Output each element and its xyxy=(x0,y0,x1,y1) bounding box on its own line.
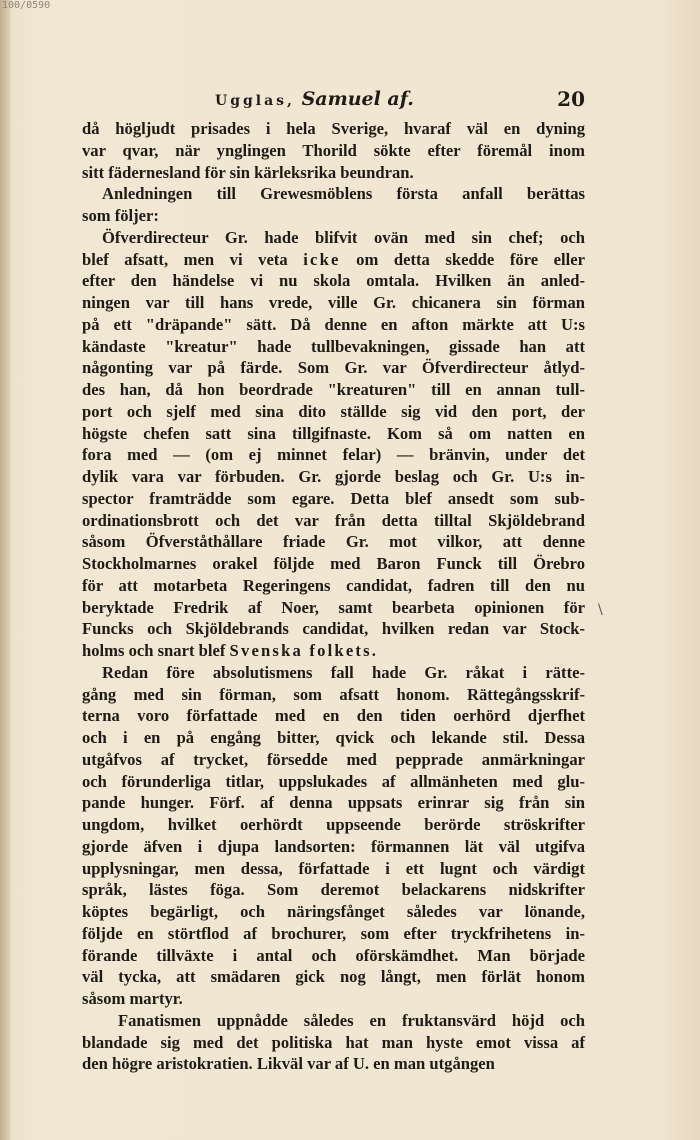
text-line: ordinationsbrott och det var från detta tilltal Skjöldebrand xyxy=(82,510,585,530)
text-line: språk, lästes föga. Som deremot belackarens nidskrifter xyxy=(82,880,585,900)
page-spine-shadow xyxy=(0,0,10,1140)
text-line: och i en på engång bitter, qvick och lekande stil. Dessa xyxy=(82,728,585,747)
text-line: blef afsatt, men vi veta icke om detta skedde före eller xyxy=(82,249,585,269)
text-line: förande tillväxte i antal och oförskämdhet. Man började xyxy=(82,945,585,965)
text-line: sitt fädernesland för sin kärleksrika beundran. xyxy=(82,162,414,182)
text-line: blandade sig med det politiska hat man hyste emot vissa af xyxy=(82,1032,585,1052)
body-text xyxy=(82,118,585,1075)
text-line: Redan före absolutismens fall hade Gr. råkat i rätte- xyxy=(102,662,585,682)
text-line: fora med — (om ej minnet felar) — bränvin, under det xyxy=(82,445,585,465)
text-line: Stockholmarnes orakel följde med Baron Funck till Örebro xyxy=(82,554,585,573)
text-line: efter den händelse vi nu skola omtala. Hvilken än anled- xyxy=(82,271,585,291)
text-line: beryktade Fredrik af Noer, samt bearbeta opinionen för xyxy=(82,597,585,617)
text-line: väl tycka, att smädaren gick nog långt, men förlät honom xyxy=(82,967,585,987)
text-line: port och sjelf med sina dito ställde sig vid den port, der xyxy=(82,401,585,421)
running-title xyxy=(215,86,414,114)
text-line: terna voro författade med en den tiden oerhörd djerfhet xyxy=(82,706,585,726)
margin-mark: \ xyxy=(598,602,603,618)
running-title-surname: Ugglas, xyxy=(215,93,295,109)
page-number: 20 xyxy=(557,87,585,111)
text-line: des han, då hon beordrade "kreaturen" till en annan tull- xyxy=(82,380,585,399)
text-line: då högljudt prisades i hela Sverige, hvaraf väl en dyning xyxy=(82,119,585,138)
text-line: högste chefen satt sina tillgifnaste. Kom så om natten en xyxy=(82,423,585,443)
text-line: följde en störtflod af brochurer, som efter tryckfrihetens in- xyxy=(82,923,585,943)
text-line: Anledningen till Grewesmöblens första anfall berättas xyxy=(102,184,585,204)
text-line: gång med sin förman, som afsatt honom. Rättegångsskrif- xyxy=(82,684,585,704)
text-line: den högre aristokratien. Likväl var af U. en man utgången xyxy=(82,1054,495,1074)
text-line: Öfverdirecteur Gr. hade blifvit ovän med sin chef; och xyxy=(102,227,585,247)
text-line: på ett "dräpande" sätt. Då denne en afton märkte att U:s xyxy=(82,314,585,334)
text-line: pande hunger. Förf. af denna uppsats erinrar sig från sin xyxy=(82,793,585,813)
text-line: någonting var på färde. Som Gr. var Öfverdirecteur åtlyd- xyxy=(82,358,585,378)
text-line: var qvar, när ynglingen Thorild sökte efter föremål inom xyxy=(82,140,585,160)
text-line: köptes begärligt, och näringsfånget således var lönande, xyxy=(82,902,585,921)
text-line: såsom martyr. xyxy=(82,989,183,1008)
text-line: dylik vara var förbuden. Gr. gjorde beslag och Gr. U:s in- xyxy=(82,467,585,486)
library-stamp: 100/0590 xyxy=(2,0,51,11)
text-line: ningen var till hans vrede, ville Gr. chicanera sin förman xyxy=(82,293,585,312)
text-line: som följer: xyxy=(82,206,159,225)
text-line: Funcks och Skjöldebrands candidat, hvilken redan var Stock- xyxy=(82,619,585,639)
page-header xyxy=(215,86,585,112)
text-line: Fanatismen uppnådde således en fruktansvärd höjd och xyxy=(118,1010,585,1030)
text-line: holms och snart blef Svenska folkets. xyxy=(82,641,376,660)
text-line: gjorde äfven i djupa landsorten: förmannen lät väl utgifva xyxy=(82,836,585,856)
text-line: spector framträdde som egare. Detta blef ansedt som sub- xyxy=(82,488,585,508)
running-title-given-name: Samuel af. xyxy=(301,88,414,110)
text-line: för att motarbeta Regeringens candidat, fadren till den nu xyxy=(82,575,585,595)
text-line: utgåfvos af trycket, försedde med pepprade anmärkningar xyxy=(82,749,585,769)
text-line: och förunderliga titlar, uppslukades af allmänheten med glu- xyxy=(82,771,585,791)
text-line: kändaste "kreatur" hade tullbevakningen, gissade han att xyxy=(82,336,585,356)
text-line: såsom Öfverståthållare friade Gr. mot vilkor, att denne xyxy=(82,532,585,552)
text-line: upplysningar, men dessa, författade i ett lugnt och värdigt xyxy=(82,858,585,878)
text-line: ungdom, hvilket oerhördt uppseende berörde ströskrifter xyxy=(82,815,585,834)
